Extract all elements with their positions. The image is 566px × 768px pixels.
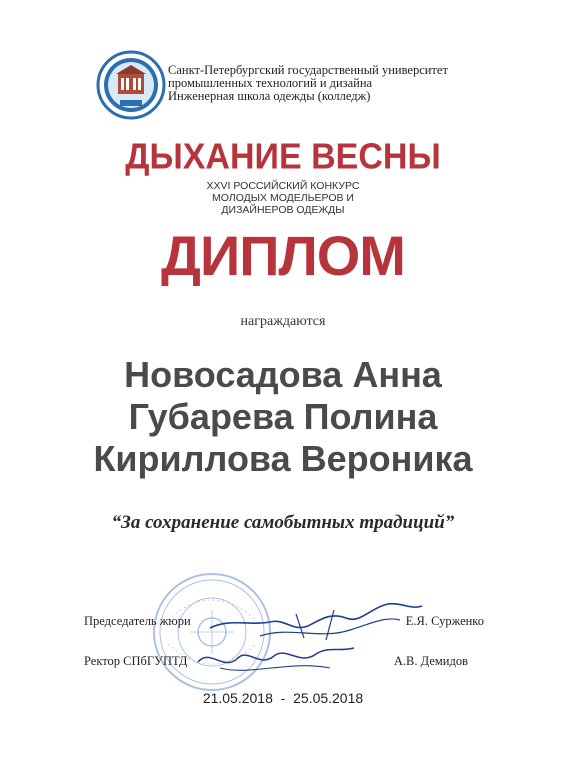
chair-signature-line xyxy=(84,614,484,630)
university-line-1: Санкт-Петербургский государственный университет xyxy=(168,63,448,77)
chair-role: Председатель жюри xyxy=(84,614,191,628)
rector-name: А.В. Демидов xyxy=(393,654,468,668)
event-subtitle xyxy=(0,180,566,216)
rector-role: Ректор СПбГУПТД xyxy=(84,654,188,668)
chair-name: Е.Я. Сурженко xyxy=(405,614,484,628)
event-subtitle-line-3: ДИЗАЙНЕРОВ ОДЕЖДЫ xyxy=(221,204,345,216)
university-line-2: промышленных технологий и дизайна xyxy=(168,76,373,90)
recipient-name: Новосадова Анна xyxy=(124,354,442,395)
event-title: ДЫХАНИЕ ВЕСНЫ xyxy=(125,137,441,177)
event-subtitle-line-2: МОЛОДЫХ МОДЕЛЬЕРОВ И xyxy=(212,192,354,204)
university-line-3: Инженерная школа одежды (колледж) xyxy=(168,89,371,103)
recipient-name: Губарева Полина xyxy=(128,396,438,437)
event-dates: 21.05.2018 - 25.05.2018 xyxy=(202,690,364,706)
nomination: “За сохранение самобытных традиций” xyxy=(111,512,455,533)
recipient-name: Кириллова Вероника xyxy=(93,438,473,479)
awarded-text: награждаются xyxy=(240,314,326,329)
diploma-title: ДИПЛОМ xyxy=(161,224,405,287)
recipient-names xyxy=(0,354,566,480)
event-subtitle-line-1: XXVI РОССИЙСКИЙ КОНКУРС xyxy=(206,180,360,192)
university-logo xyxy=(96,50,166,120)
university-name xyxy=(168,64,498,103)
rector-signature-line xyxy=(84,654,468,670)
